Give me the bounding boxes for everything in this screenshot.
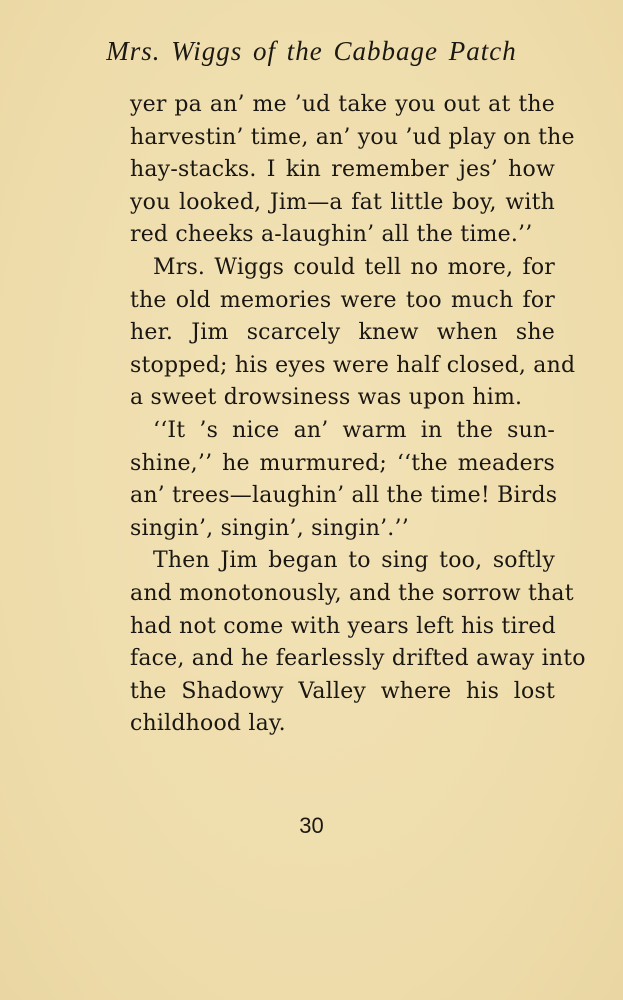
text-line: childhood lay. — [130, 711, 286, 737]
paragraph-3 — [130, 415, 558, 545]
text-line: red cheeks a-laughin’ all the time.’’ — [130, 222, 533, 248]
paragraph-4 — [130, 545, 586, 741]
text-line: had not come with years left his tired — [130, 613, 556, 639]
text-line: harvestin’ time, an’ you ’ud play on the — [130, 124, 575, 150]
text-line: face, and he fearlessly drifted away into — [130, 646, 586, 672]
paragraph-1 — [130, 89, 575, 252]
text-line: the Shadowy Valley where his lost — [130, 678, 555, 704]
text-line: shine,’’ he murmured; ‘‘the meaders — [130, 450, 555, 476]
text-line: yer pa an’ me ’ud take you out at the — [130, 92, 555, 117]
text-line: stopped; his eyes were half closed, and — [130, 352, 576, 378]
text-line: Then Jim began to sing too, softly — [153, 548, 555, 574]
text-line: you looked, Jim—a fat little boy, with — [130, 189, 555, 215]
body-text — [130, 89, 586, 741]
paragraph-2 — [130, 252, 576, 415]
text-line: ‘‘It ’s nice an’ warm in the sun- — [153, 417, 555, 443]
text-line: her. Jim scarcely knew when she — [130, 320, 555, 346]
text-line: the old memories were too much for — [130, 287, 555, 313]
text-line: hay-stacks. I kin remember jes’ how — [130, 157, 555, 183]
text-line: singin’, singin’, singin’.’’ — [130, 515, 409, 541]
running-head: Mrs. Wiggs of the Cabbage Patch — [106, 36, 517, 66]
text-line: a sweet drowsiness was upon him. — [130, 385, 523, 411]
text-line: Mrs. Wiggs could tell no more, for — [153, 254, 555, 280]
page-number: 30 — [299, 813, 324, 838]
text-line: and monotonously, and the sorrow that — [130, 580, 574, 606]
text-line: an’ trees—laughin’ all the time! Birds — [130, 483, 558, 509]
